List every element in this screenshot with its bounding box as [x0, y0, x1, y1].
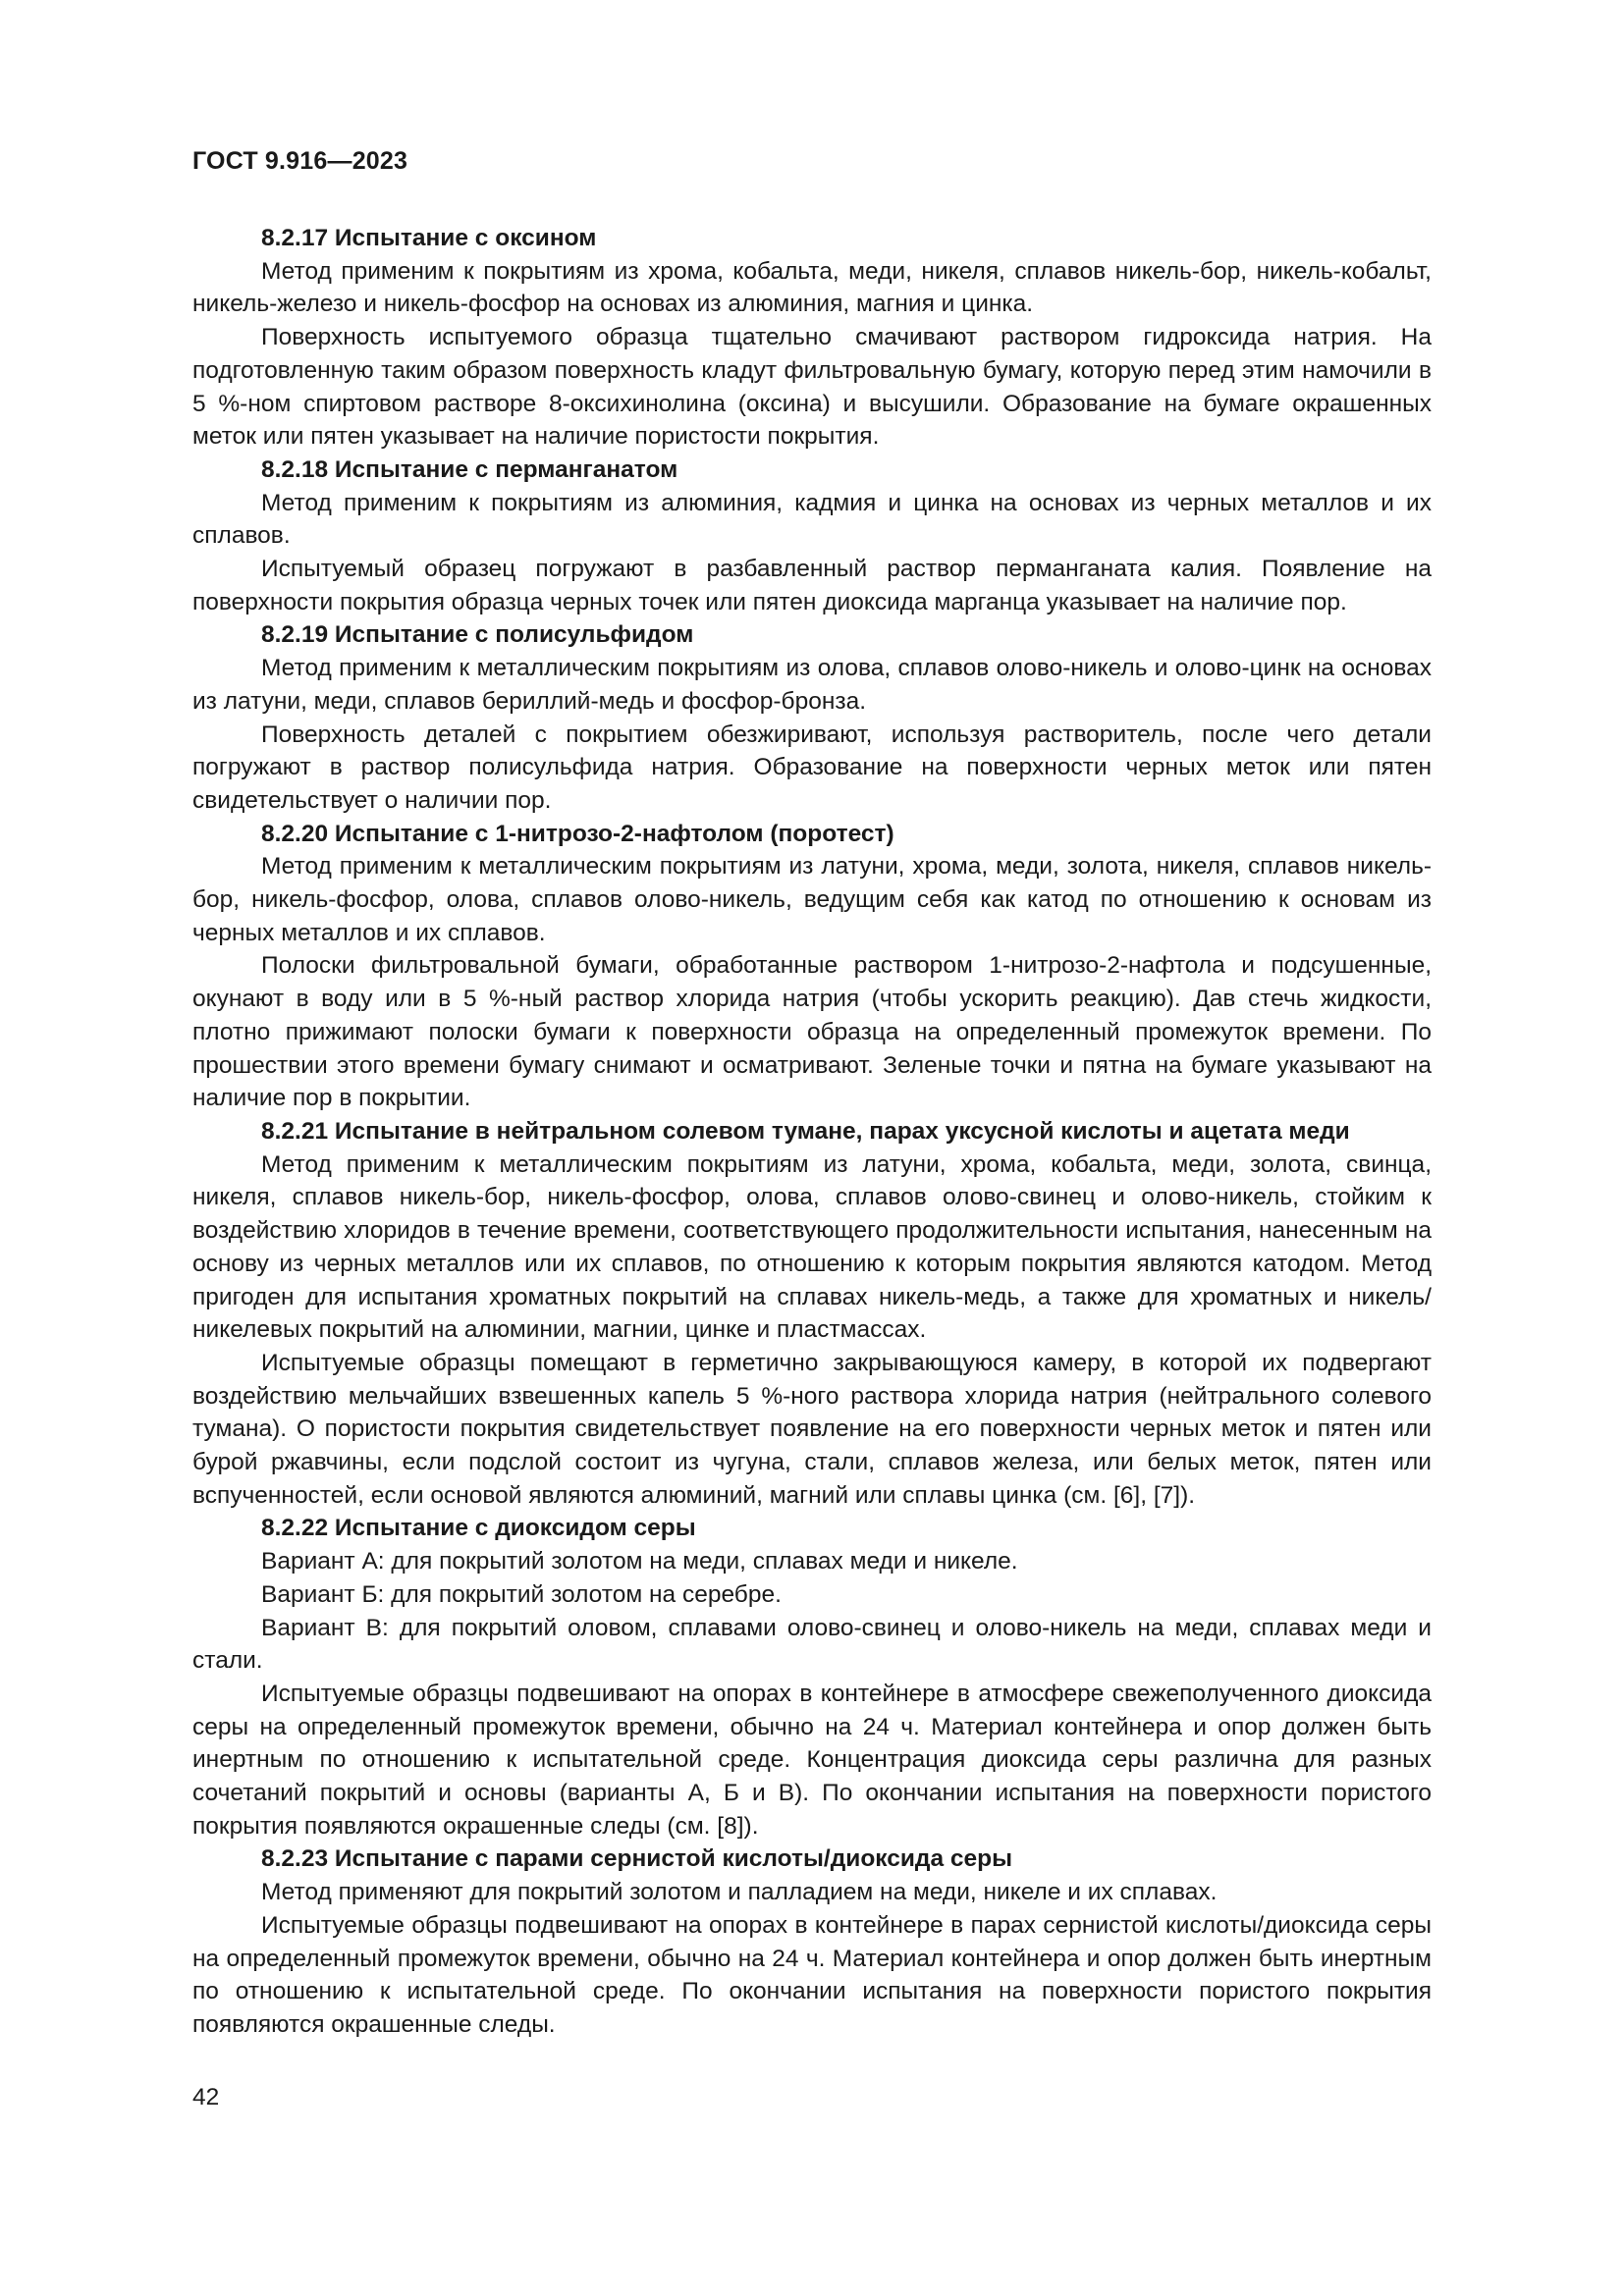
section-heading: 8.2.21 Испытание в нейтральном солевом тумане, парах уксусной кислоты и ацетата меди — [261, 1117, 1350, 1145]
document-body — [192, 222, 1432, 2042]
paragraph: Полоски фильтровальной бумаги, обработанные раствором 1-нитрозо-2-нафтола и подсушенные, окунают в воду или в 5 %-ный раствор хлорида натрия (чтобы ускорить реакцию). Дав стечь жидкости, плотно прижимают полоски бумаги к поверхности образца на определенный промежуток времени. По прошествии этого времени бумагу снимают и осматривают. Зеленые точки и пятна на бумаге указывают на наличие пор в покрытии. — [192, 952, 1432, 1112]
section-heading: 8.2.20 Испытание с 1-нитрозо-2-нафтолом (поротест) — [261, 820, 894, 847]
section-heading: 8.2.17 Испытание с оксином — [261, 225, 597, 251]
paragraph: Испытуемые образцы подвешивают на опорах в контейнере в парах сернистой кислоты/диоксида серы на определенный промежуток времени, обычно на 24 ч. Материал контейнера и опор должен быть инертным по отношению к испытательной среде. По окончании испытания на поверхности пористого покрытия появляются окрашенные следы. — [192, 1911, 1432, 2038]
section-heading: 8.2.22 Испытание с диоксидом серы — [261, 1515, 696, 1542]
paragraph: Метод применим к покрытиям из хрома, кобальта, меди, никеля, сплавов никель-бор, никель-кобальт, никель-железо и никель-фосфор на основах из алюминия, магния и цинка. — [192, 257, 1432, 318]
section-heading: 8.2.23 Испытание с парами сернистой кислоты/диоксида серы — [261, 1845, 1013, 1873]
paragraph: Вариант А: для покрытий золотом на меди, сплавах меди и никеле. — [261, 1548, 1018, 1575]
paragraph: Испытуемый образец погружают в разбавленный раствор перманганата калия. Появление на поверхности покрытия образца черных точек или пятен диоксида марганца указывает на наличие пор. — [192, 556, 1432, 615]
page-number: 42 — [192, 2084, 220, 2110]
paragraph: Испытуемые образцы помещают в герметично закрывающуюся камеру, в которой их подвергают воздействию мельчайших взвешенных капель 5 %-ного раствора хлорида натрия (нейтрального солевого тумана). О пористости покрытия свидетельствует появление на его поверхности черных меток и пятен или бурой ржавчины, если подслой состоит из чугуна, стали, сплавов железа, или белых меток, пятен или вспученностей, если основой являются алюминий, магний или сплавы цинка (см. [6], [7]). — [192, 1349, 1432, 1509]
paragraph: Метод применим к покрытиям из алюминия, кадмия и цинка на основах из черных металлов и их сплавов. — [192, 489, 1432, 550]
paragraph: Испытуемые образцы подвешивают на опорах в контейнере в атмосфере свежеполученного диоксида серы на определенный промежуток времени, обычно на 24 ч. Материал контейнера и опор должен быть инертным по отношению к испытательной среде. Концентрация диоксида серы различна для разных сочетаний покрытий и основы (варианты А, Б и В). По окончании испытания на поверхности пористого покрытия появляются окрашенные следы (см. [8]). — [192, 1680, 1432, 1840]
paragraph: Метод применим к металлическим покрытиям из латуни, хрома, кобальта, меди, золота, свинца, никеля, сплавов никель-бор, никель-фосфор, олова, сплавов олово-свинец и олово-никель, стойким к воздействию хлоридов в течение времени, соответствующего продолжительности испытания, нанесенным на основу из черных металлов или их сплавов, по отношению к которым покрытия являются катодом. Метод пригоден для испытания хроматных покрытий на сплавах никель-медь, а также для хроматных и никель/никелевых покрытий на алюминии, магнии, цинке и пластмассах. — [192, 1150, 1432, 1344]
paragraph: Метод применим к металлическим покрытиям из латуни, хрома, меди, золота, никеля, сплавов никель-бор, никель-фосфор, олова, сплавов олово-никель, ведущим себя как катод по отношению к основам из черных металлов и их сплавов. — [192, 853, 1432, 946]
paragraph: Метод применяют для покрытий золотом и палладием на меди, никеле и их сплавах. — [261, 1879, 1218, 1906]
document-header-id: ГОСТ 9.916—2023 — [192, 147, 408, 175]
paragraph: Поверхность деталей с покрытием обезжиривают, используя растворитель, после чего детали погружают в раствор полисульфида натрия. Образование на поверхности черных меток или пятен свидетельствует о наличии пор. — [192, 721, 1432, 814]
section-heading: 8.2.19 Испытание с полисульфидом — [261, 621, 694, 649]
paragraph: Вариант В: для покрытий оловом, сплавами олово-свинец и олово-никель на меди, сплавах меди и стали. — [192, 1614, 1432, 1675]
section-heading: 8.2.18 Испытание с перманганатом — [261, 455, 678, 483]
paragraph: Вариант Б: для покрытий золотом на серебре. — [261, 1580, 782, 1608]
paragraph: Поверхность испытуемого образца тщательно смачивают раствором гидроксида натрия. На подготовленную таким образом поверхность кладут фильтровальную бумагу, которую перед этим намочили в 5 %-ном спиртовом растворе 8-оксихинолина (оксина) и высушили. Образование на бумаге окрашенных меток или пятен указывает на наличие пористости покрытия. — [192, 324, 1432, 451]
paragraph: Метод применим к металлическим покрытиям из олова, сплавов олово-никель и олово-цинк на основах из латуни, меди, сплавов бериллий-медь и фосфор-бронза. — [192, 655, 1432, 715]
